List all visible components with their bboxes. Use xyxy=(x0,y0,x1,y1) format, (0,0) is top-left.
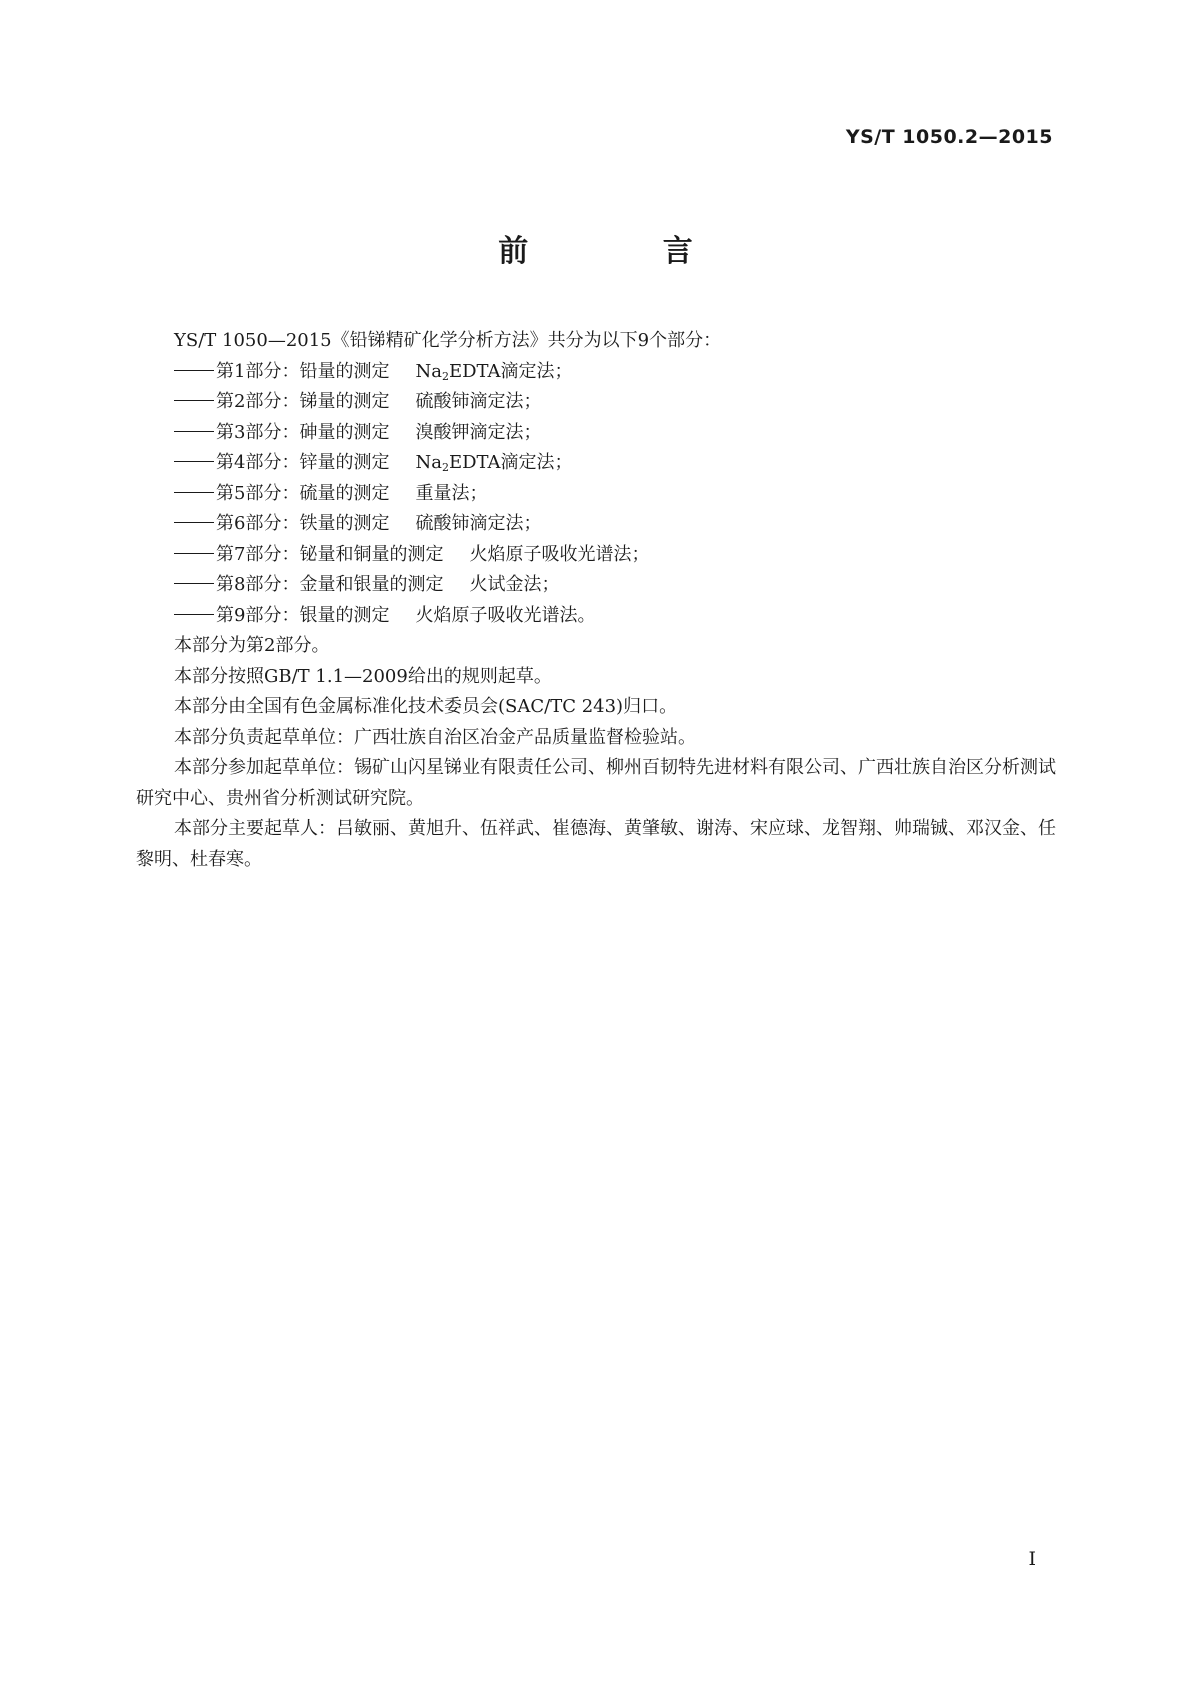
part-item-7 xyxy=(136,540,1058,571)
part-method: $Na_2EDTA$滴定法； xyxy=(415,452,573,474)
part-method: 火焰原子吸收光谱法。 xyxy=(415,604,596,626)
part-label: 第4部分：锌量的测定 xyxy=(216,452,390,473)
em-dash xyxy=(174,400,214,401)
part-label: 第3部分：砷量的测定 xyxy=(216,421,390,443)
page-number: I xyxy=(1028,1548,1036,1570)
part-label: 第6部分：铁量的测定 xyxy=(216,513,390,534)
paragraph-part-number: 本部分为第2部分。 xyxy=(174,635,330,656)
part-label: 第2部分：锑量的测定 xyxy=(216,391,390,412)
part-label: 第7部分：铋量和铜量的测定 xyxy=(216,543,444,565)
part-item-3 xyxy=(136,418,1058,449)
paragraph-committee: 本部分由全国有色金属标准化技术委员会(SAC/TC 243)归口。 xyxy=(174,696,678,717)
part-item-6 xyxy=(136,509,1058,540)
em-dash xyxy=(174,431,214,432)
part-label: 第9部分：银量的测定 xyxy=(216,604,390,626)
part-item-2 xyxy=(136,387,1058,418)
paragraph-responsible-unit: 本部分负责起草单位：广西壮族自治区冶金产品质量监督检验站。 xyxy=(174,726,696,748)
part-label: 第1部分：铅量的测定 xyxy=(216,360,390,382)
em-dash xyxy=(174,522,214,523)
part-method: 火试金法； xyxy=(469,574,560,595)
em-dash xyxy=(174,370,214,371)
part-method: 重量法； xyxy=(415,482,488,504)
intro-paragraph: YS/T 1050—2015《铅锑精矿化学分析方法》共分为以下9个部分： xyxy=(174,330,722,351)
part-item-8 xyxy=(136,570,1058,601)
paragraph-drafters: 本部分主要起草人：吕敏丽、黄旭升、伍祥武、崔德海、黄肇敏、谢涛、宋应球、龙智翔、帅瑞铖、邓汉金、任黎明、杜春寒。 xyxy=(136,818,1056,870)
page-title: 前 言 xyxy=(498,234,755,269)
standard-code: YS/T 1050.2—2015 xyxy=(845,126,1053,148)
part-method: 火焰原子吸收光谱法； xyxy=(469,543,650,565)
part-label: 第5部分：硫量的测定 xyxy=(216,482,390,504)
part-method: 硫酸铈滴定法； xyxy=(415,391,542,412)
paragraph-drafting-rules: 本部分按照GB/T 1.1—2009给出的规则起草。 xyxy=(174,665,552,687)
part-item-9 xyxy=(136,601,1058,632)
em-dash xyxy=(174,461,214,462)
foreword-content xyxy=(136,326,1058,875)
em-dash xyxy=(174,492,214,493)
em-dash xyxy=(174,614,214,615)
part-method: 溴酸钾滴定法； xyxy=(415,421,542,443)
part-item-4 xyxy=(136,448,1058,479)
part-label: 第8部分：金量和银量的测定 xyxy=(216,574,444,595)
part-item-1 xyxy=(136,357,1058,388)
em-dash xyxy=(174,553,214,554)
part-method: $Na_2EDTA$滴定法； xyxy=(415,360,573,383)
em-dash xyxy=(174,583,214,584)
paragraph-participating-units: 本部分参加起草单位：锡矿山闪星锑业有限责任公司、柳州百韧特先进材料有限公司、广西壮族自治区分析测试研究中心、贵州省分析测试研究院。 xyxy=(136,757,1056,809)
part-item-5 xyxy=(136,479,1058,510)
part-method: 硫酸铈滴定法； xyxy=(415,513,542,534)
